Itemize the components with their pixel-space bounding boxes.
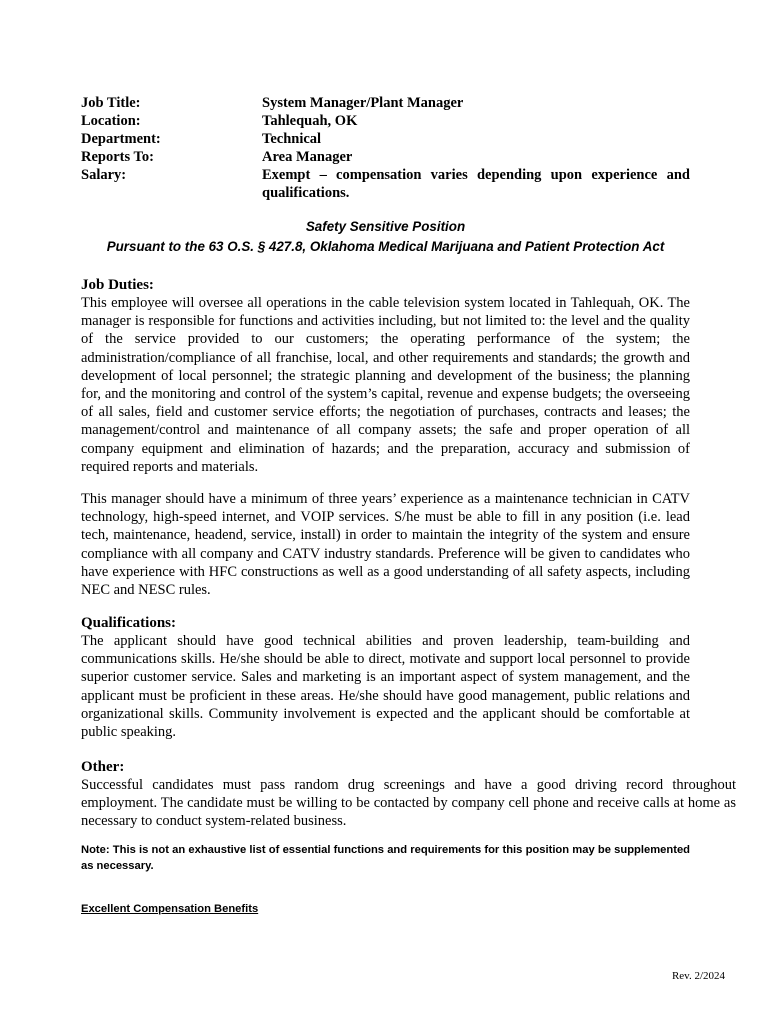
qualifications-paragraph: The applicant should have good technical abilities and proven leadership, team-building and communications skills. He/she should be able to direct, motivate and support local personnel to provide superior customer service. Sales and marketing is an important aspect of system management, and the applicant must be proficient in these areas. He/she should have good management, public relations and organizational skills. Community involvement is expected and the applicant should be comfortable at public speaking. [81,633,690,741]
location-label: Location: [81,113,141,129]
location-row [81,112,690,130]
safety-title: Safety Sensitive Position [305,219,466,234]
job-header [81,94,690,202]
salary-row [81,166,690,202]
location-value: Tahlequah, OK [262,113,358,129]
salary-label: Salary: [81,167,127,183]
salary-value: Exempt – compensation varies depending upon experience and qualifications. [262,167,690,201]
department-label: Department: [81,131,161,147]
benefits-heading: Excellent Compensation Benefits [81,903,259,915]
department-value: Technical [262,131,322,147]
job-duties-heading: Job Duties: [81,277,154,293]
job-duties-paragraph-2: This manager should have a minimum of three years’ experience as a maintenance technician in CATV technology, high-speed internet, and VOIP services. S/he must be able to fill in any position (i.e. lead tech, maintenance, headend, service, install) in order to maintain the integrity of the system and ensure compliance with all company and CATV industry standards. Preference will be given to candidates who have experience with HFC constructions as well as a good understanding of all safety aspects, including NEC and NESC rules. [81,491,690,599]
other-section [81,758,736,831]
job-title-row [81,94,690,112]
job-duties-paragraph-1: This employee will oversee all operations in the cable television system located in Tahlequah, OK. The manager is responsible for functions and activities including, but not limited to: the level and the quality of the service provided to our customers; the operating performance of the system; the administration/compliance of all franchise, local, and other requirements and standards; the growth and development of local personnel; the strategic planning and development of the business; the planning for, and the monitoring and control of the system’s capital, revenue and expense budgets; the overseeing of all sales, field and customer service efforts; the negotiation of purchases, contracts and leases; the management/control and maintenance of all company assets; the safe and proper operation of all company equipment and elimination of hazards; and the preparation, accuracy and submission of required reports and materials. [81,295,690,475]
reports-to-value: Area Manager [262,149,353,165]
qualifications-heading: Qualifications: [81,615,177,631]
reports-to-label: Reports To: [81,149,154,165]
note: Note: This is not an exhaustive list of essential functions and requirements for this position may be supplemented as necessary. [81,844,690,872]
safety-subtitle: Pursuant to the 63 O.S. § 427.8, Oklahoma Medical Marijuana and Patient Protection Act [106,239,665,254]
job-title-value: System Manager/Plant Manager [262,95,464,111]
reports-to-row [81,148,690,166]
experience-section [81,490,690,599]
job-title-label: Job Title: [81,95,141,111]
revision-date: Rev. 2/2024 [671,970,725,982]
department-row [81,130,690,148]
job-duties-section [81,276,690,476]
other-heading: Other: [81,759,125,775]
other-paragraph: Successful candidates must pass random drug screenings and have a good driving record throughout employment. The candidate must be willing to be contacted by company cell phone and receive calls at home as necessary to conduct system-related business. [81,777,736,830]
qualifications-section [81,614,690,741]
